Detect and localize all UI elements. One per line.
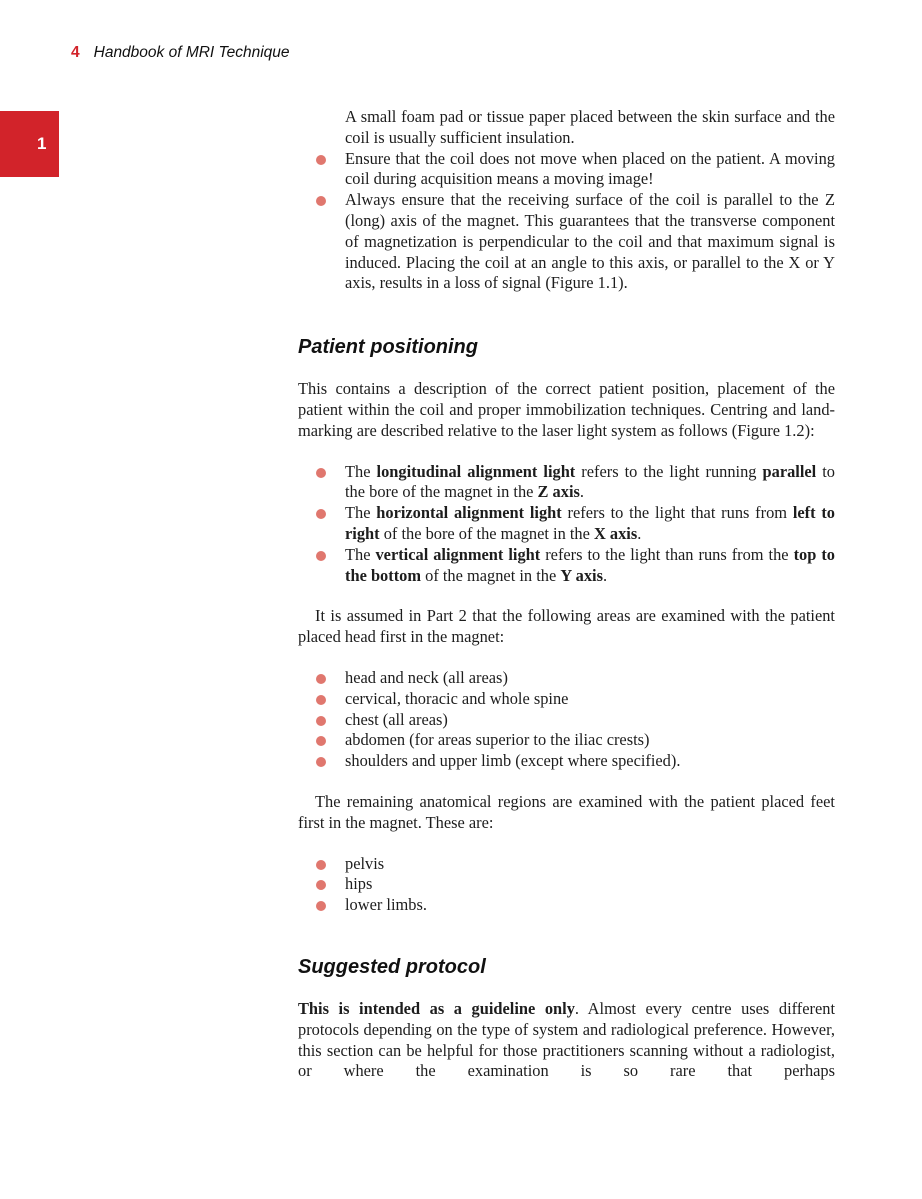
- bullet-icon: [316, 901, 326, 911]
- book-title: Handbook of MRI Technique: [93, 44, 290, 61]
- protocol-paragraph: This is intended as a guideline only. Almost every centre uses different protocols depending on the type of system and radiological preference. However, this section can be helpful for those practitioners scanning without a radiologist, or where the examination is so rare that perhaps: [298, 998, 835, 1081]
- chapter-number: 1: [37, 134, 47, 153]
- bullet-icon: [316, 860, 326, 870]
- list-item: The vertical alignment light refers to the light than runs from the top to the bottom of the magnet in the Y axis.: [298, 545, 835, 587]
- page-body: [298, 107, 835, 1082]
- list-item: Ensure that the coil does not move when placed on the patient. A moving coil during acquisition means a moving image!: [298, 149, 835, 191]
- list-item: pelvis: [298, 854, 835, 875]
- list-item: abdomen (for areas superior to the iliac crests): [298, 730, 835, 751]
- intro-bullet-list: [298, 149, 835, 295]
- list-item: head and neck (all areas): [298, 668, 835, 689]
- list-item: lower limbs.: [298, 895, 835, 916]
- bullet-icon: [316, 757, 326, 767]
- running-header: [71, 44, 290, 62]
- bullet-icon: [316, 196, 326, 206]
- list-item: shoulders and upper limb (except where specified).: [298, 751, 835, 772]
- section-heading-suggested-protocol: Suggested protocol: [298, 955, 486, 978]
- chapter-tab: [0, 111, 59, 177]
- list-item: hips: [298, 874, 835, 895]
- list-item: Always ensure that the receiving surface of the coil is parallel to the Z (long) axis of the magnet. This guarantees that the transverse component of magnetization is perpendicular to the coil and that maximum signal is induced. Placing the coil at an angle to this axis, or parallel to the X or Y axis, results in a loss of signal (Figure 1.1).: [298, 190, 835, 294]
- alignment-light-list: [298, 462, 835, 587]
- bullet-icon: [316, 716, 326, 726]
- page-number: 4: [71, 44, 80, 61]
- list-item: cervical, thoracic and whole spine: [298, 689, 835, 710]
- head-first-list: [298, 668, 835, 772]
- bullet-icon: [316, 509, 326, 519]
- bullet-icon: [316, 468, 326, 478]
- bullet-icon: [316, 736, 326, 746]
- bullet-icon: [316, 880, 326, 890]
- feet-first-intro: The remaining anatomical regions are examined with the patient placed feet first in the magnet. These are:: [298, 791, 835, 832]
- head-first-intro: It is assumed in Part 2 that the following areas are examined with the patient placed head first in the magnet:: [298, 606, 835, 647]
- section-heading-patient-positioning: Patient positioning: [298, 336, 478, 359]
- bullet-icon: [316, 695, 326, 705]
- positioning-paragraph: This contains a description of the correct patient position, placement of the patient within the coil and proper immobilization techniques. Centring and land-marking are described relative to the laser light system as follows (Figure 1.2):: [298, 379, 835, 440]
- list-item: chest (all areas): [298, 710, 835, 731]
- list-item: The horizontal alignment light refers to the light that runs from left to right of the bore of the magnet in the X axis.: [298, 503, 835, 545]
- bullet-continuation: A small foam pad or tissue paper placed between the skin surface and the coil is usually sufficient insulation.: [345, 107, 835, 147]
- list-item: The longitudinal alignment light refers to the light running parallel to the bore of the magnet in the Z axis.: [298, 462, 835, 504]
- bullet-icon: [316, 551, 326, 561]
- bullet-icon: [316, 155, 326, 165]
- bullet-icon: [316, 674, 326, 684]
- feet-first-list: [298, 854, 835, 916]
